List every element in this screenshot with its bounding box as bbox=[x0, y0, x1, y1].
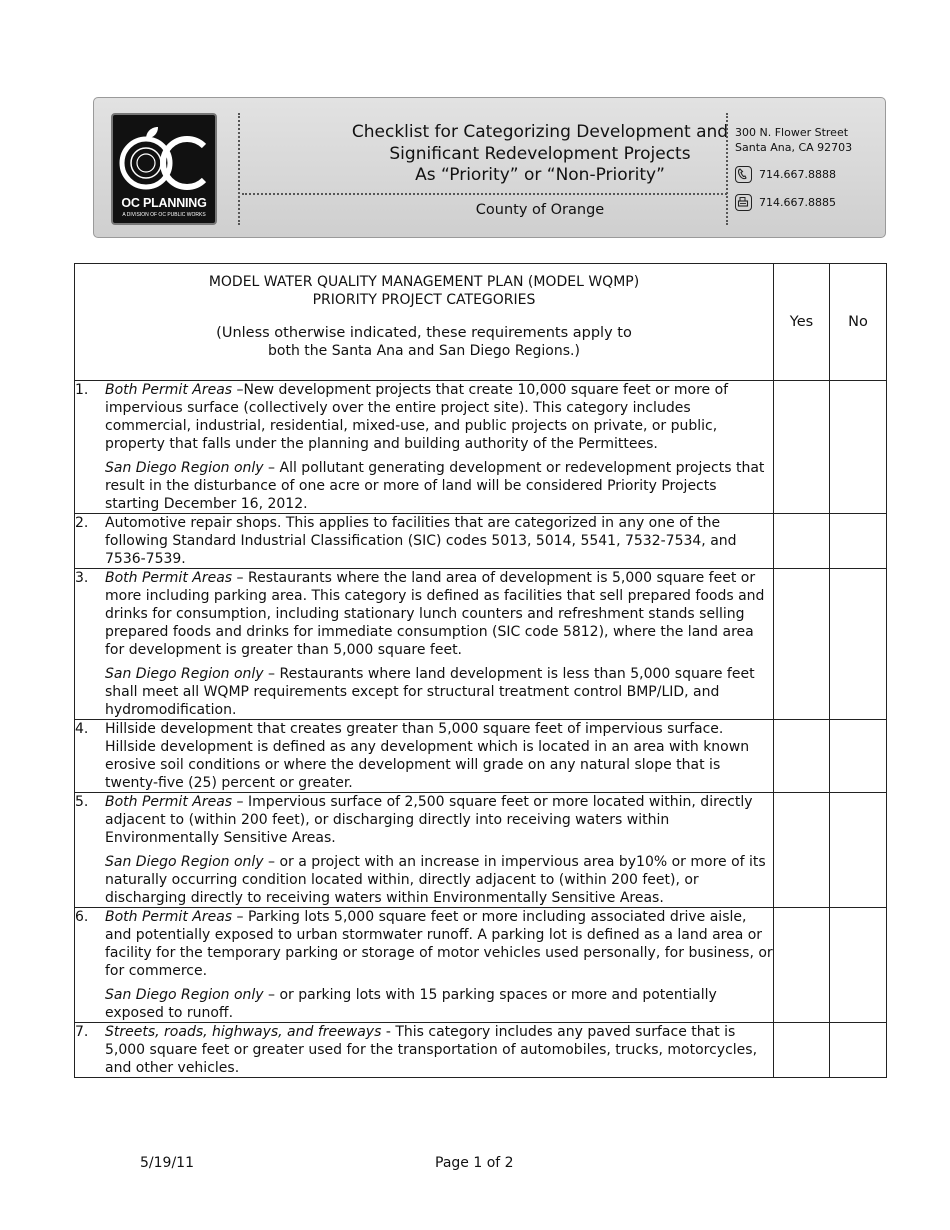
item-text: –New development projects that create 10,000 square feet or more of impervious surface (collectively over the entire project site). This category includes commercial, industrial, residential, mixed-use, and public projects on private, or public, property that falls under the planning and building authority of the Permittees. bbox=[105, 382, 729, 452]
item-description bbox=[105, 381, 773, 513]
yes-checkbox-cell[interactable] bbox=[774, 1023, 830, 1078]
category-cell bbox=[75, 514, 774, 569]
item-number: 4. bbox=[75, 721, 89, 737]
category-cell bbox=[75, 793, 774, 908]
yes-checkbox-cell[interactable] bbox=[774, 569, 830, 720]
item-region-label: San Diego Region only bbox=[105, 460, 264, 476]
item-paragraph bbox=[105, 1023, 773, 1077]
item-text: - This category includes any paved surface that is 5,000 square feet or greater used for the transportation of automobiles, trucks, motorcycles, and other vehicles. bbox=[105, 1024, 758, 1076]
address-line-1: 300 N. Flower Street bbox=[735, 126, 849, 139]
divider-left bbox=[238, 113, 240, 225]
divider-horizontal bbox=[242, 193, 727, 195]
item-description bbox=[105, 793, 773, 907]
oc-planning-logo bbox=[111, 113, 217, 225]
item-region-label: Streets, roads, highways, and freeways bbox=[105, 1024, 382, 1040]
item-region-label: San Diego Region only bbox=[105, 987, 264, 1003]
no-checkbox-cell[interactable] bbox=[830, 514, 887, 569]
item-text: Automotive repair shops. This applies to facilities that are categorized in any one of the following Standard Industrial Classification (SIC) codes 5013, 5014, 5541, 7532-7534, and 7536-7539. bbox=[105, 515, 737, 567]
yes-checkbox-cell[interactable] bbox=[774, 908, 830, 1023]
table-header bbox=[75, 264, 774, 381]
category-cell bbox=[75, 720, 774, 793]
table-row bbox=[75, 381, 887, 514]
table-row bbox=[75, 793, 887, 908]
phone-icon bbox=[735, 166, 752, 183]
title-line-1: Checklist for Categorizing Development and bbox=[351, 122, 729, 142]
table-heading-line-2: PRIORITY PROJECT CATEGORIES bbox=[312, 292, 536, 308]
no-checkbox-cell[interactable] bbox=[830, 720, 887, 793]
title-line-2: Significant Redevelopment Projects bbox=[389, 143, 691, 164]
item-paragraph bbox=[105, 908, 773, 980]
item-number: 7. bbox=[75, 1024, 89, 1040]
no-checkbox-cell[interactable] bbox=[830, 793, 887, 908]
phone-row bbox=[735, 166, 836, 183]
no-column-header: No bbox=[830, 264, 887, 381]
item-paragraph bbox=[105, 793, 773, 847]
yes-checkbox-cell[interactable] bbox=[774, 381, 830, 514]
fax-icon bbox=[735, 194, 752, 211]
item-paragraph bbox=[105, 986, 773, 1022]
yes-checkbox-cell[interactable] bbox=[774, 514, 830, 569]
yes-column-header: Yes bbox=[774, 264, 830, 381]
item-description bbox=[105, 514, 773, 568]
logo-subtitle: A DIVISION OF OC PUBLIC WORKS bbox=[122, 212, 206, 218]
item-paragraph bbox=[105, 514, 773, 568]
fax-number: 714.667.8885 bbox=[759, 196, 836, 209]
item-text: – or a project with an increase in impervious area by10% or more of its naturally occurring condition located within, directly adjacent to (within 200 feet), or discharging directly to receiving waters within Environmentally Sensitive Areas. bbox=[105, 854, 766, 906]
item-paragraph bbox=[105, 853, 773, 907]
item-text: – Restaurants where the land area of development is 5,000 square feet or more including parking area. This category is defined as facilities that sell prepared foods and drinks for consumption, including stationary lunch counters and refreshment stands selling prepared foods and drinks for immediate consumption (SIC code 5812), where the land area for development is greater than 5,000 square feet. bbox=[105, 570, 765, 658]
item-number: 1. bbox=[75, 382, 89, 398]
table-note-line-2: both the Santa Ana and San Diego Regions.) bbox=[268, 343, 580, 359]
item-text: – All pollutant generating development or redevelopment projects that result in the disturbance of one acre or more of land will be considered Priority Projects starting December 16, 2012. bbox=[105, 460, 765, 512]
item-region-label: San Diego Region only bbox=[105, 666, 264, 682]
item-description bbox=[105, 569, 773, 719]
address-block bbox=[735, 126, 875, 155]
oc-logo-mark-icon bbox=[116, 121, 212, 195]
item-paragraph bbox=[105, 459, 773, 513]
item-number: 3. bbox=[75, 570, 89, 586]
item-text: – Impervious surface of 2,500 square feet or more located within, directly adjacent to (within 200 feet), or discharging directly into receiving waters within Environmentally Sensitive Areas. bbox=[105, 794, 753, 846]
item-paragraph bbox=[105, 665, 773, 719]
table-heading-line-1: MODEL WATER QUALITY MANAGEMENT PLAN (MODEL WQMP) bbox=[208, 274, 640, 290]
item-paragraph bbox=[105, 381, 773, 453]
table-row bbox=[75, 720, 887, 793]
item-number: 5. bbox=[75, 794, 89, 810]
item-number: 2. bbox=[75, 515, 89, 531]
no-checkbox-cell[interactable] bbox=[830, 381, 887, 514]
item-region-label: Both Permit Areas bbox=[105, 382, 233, 398]
category-cell bbox=[75, 1023, 774, 1078]
item-paragraph bbox=[105, 720, 773, 792]
priority-checklist-table bbox=[74, 263, 887, 1078]
yes-checkbox-cell[interactable] bbox=[774, 720, 830, 793]
item-region-label: San Diego Region only bbox=[105, 854, 264, 870]
header-banner bbox=[93, 97, 886, 238]
item-text: – Parking lots 5,000 square feet or more including associated drive aisle, and potentially exposed to urban stormwater runoff. A parking lot is defined as a land area or facility for the temporary parking or storage of motor vehicles used personally, for business, or for commerce. bbox=[105, 909, 773, 979]
footer-page-number: Page 1 of 2 bbox=[435, 1155, 514, 1171]
item-region-label: Both Permit Areas bbox=[105, 570, 233, 586]
table-note-line-1: (Unless otherwise indicated, these requirements apply to bbox=[216, 325, 632, 341]
county-name: County of Orange bbox=[475, 202, 605, 218]
no-checkbox-cell[interactable] bbox=[830, 569, 887, 720]
no-checkbox-cell[interactable] bbox=[830, 1023, 887, 1078]
category-cell bbox=[75, 908, 774, 1023]
item-description bbox=[105, 720, 773, 792]
item-region-label: Both Permit Areas bbox=[105, 909, 233, 925]
logo-wordmark: OC PLANNING bbox=[121, 196, 207, 210]
table-row bbox=[75, 908, 887, 1023]
divider-right bbox=[726, 113, 728, 225]
category-cell bbox=[75, 381, 774, 514]
no-checkbox-cell[interactable] bbox=[830, 908, 887, 1023]
phone-number: 714.667.8888 bbox=[759, 168, 836, 181]
item-text: – Restaurants where land development is less than 5,000 square feet shall meet all WQMP requirements except for structural treatment control BMP/LID, and hydromodification. bbox=[105, 666, 755, 718]
item-description bbox=[105, 1023, 773, 1077]
address-line-2: Santa Ana, CA 92703 bbox=[735, 140, 853, 154]
title-line-3: As “Priority” or “Non-Priority” bbox=[415, 165, 665, 185]
table-row bbox=[75, 514, 887, 569]
table-row bbox=[75, 1023, 887, 1078]
item-number: 6. bbox=[75, 909, 89, 925]
table-row bbox=[75, 569, 887, 720]
item-description bbox=[105, 908, 773, 1022]
table-body bbox=[75, 381, 887, 1078]
yes-checkbox-cell[interactable] bbox=[774, 793, 830, 908]
item-text: – or parking lots with 15 parking spaces or more and potentially exposed to runoff. bbox=[105, 987, 717, 1021]
item-paragraph bbox=[105, 569, 773, 659]
footer-date: 5/19/11 bbox=[140, 1155, 194, 1171]
item-text: Hillside development that creates greater than 5,000 square feet of impervious surface. Hillside development is defined as any development which is located in an area with known erosive soil conditions or where the development will grade on any natural slope that is twenty-five (25) percent or greater. bbox=[105, 721, 750, 791]
table-header-row bbox=[75, 264, 887, 381]
item-region-label: Both Permit Areas bbox=[105, 794, 233, 810]
fax-row bbox=[735, 194, 836, 211]
category-cell bbox=[75, 569, 774, 720]
